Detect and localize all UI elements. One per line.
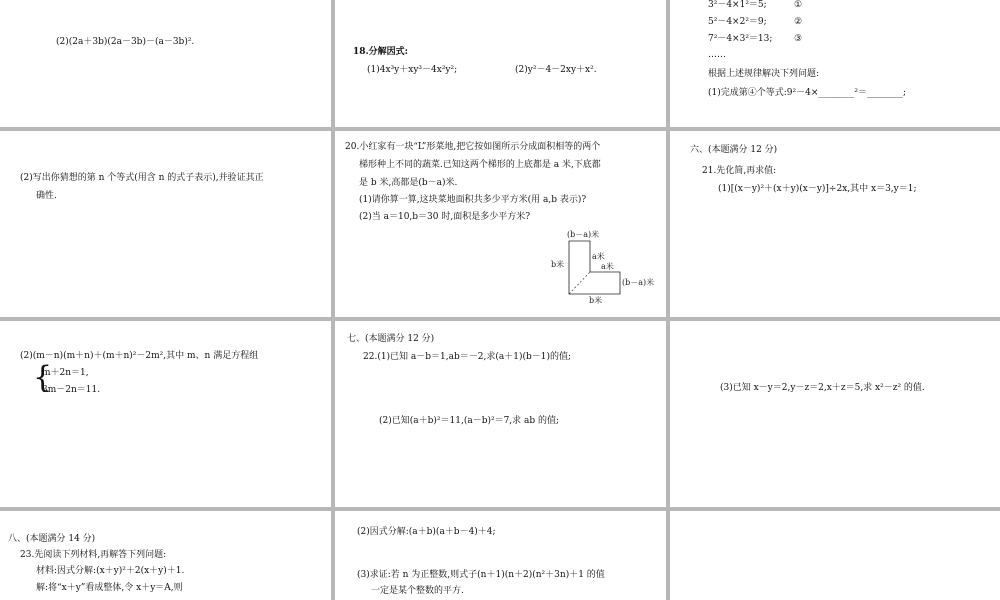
equation-system-brace: { — [33, 360, 53, 395]
panel-q18 — [335, 0, 666, 127]
q19-eq2: 5²－4×2²＝9; — [708, 17, 767, 27]
q19-mark3: ③ — [794, 34, 803, 44]
q23-material1: 材料:因式分解:(x＋y)²＋2(x＋y)＋1. — [36, 566, 185, 576]
section-seven-heading: 七、(本题满分 12 分) — [347, 334, 435, 344]
panel-q22 — [335, 321, 666, 507]
q22-part2: (2)已知(a＋b)²＝11,(a－b)²＝7,求 ab 的值; — [379, 416, 560, 426]
q22-3-text: (3)已知 x－y＝2,y－z＝2,x＋z＝5,求 x²－z² 的值. — [720, 383, 925, 393]
q23-part3-line2: 一定是某个整数的平方. — [371, 586, 464, 596]
q20-line2: 梯形种上不同的蔬菜.已知这两个梯形的上底都是 a 米,下底都 — [359, 160, 601, 170]
q20-part1: (1)请你算一算,这块菜地面积共多少平方米(用 a,b 表示)? — [359, 195, 587, 205]
q19-eq3: 7²－4×3²＝13; — [708, 34, 773, 44]
fig-label-left: b米 — [551, 260, 565, 269]
panel-empty — [670, 511, 1000, 600]
fig-label-right: (b－a)米 — [622, 278, 655, 287]
q23-title: 23.先阅读下列材料,再解答下列问题: — [20, 550, 167, 560]
q21-2-line1: (2)(m－n)(m＋n)＋(m＋n)²－2m²,其中 m、n 满足方程组 — [20, 351, 259, 361]
panel-q19-2 — [0, 131, 331, 317]
fig-label-a2: a米 — [601, 262, 614, 271]
q18-title: 18.分解因式: — [353, 47, 408, 57]
q23-part3-line1: (3)求证:若 n 为正整数,则式子(n＋1)(n＋2)(n²＋3n)＋1 的值 — [357, 570, 605, 580]
fig-label-a1: a米 — [592, 252, 605, 261]
panel-q19 — [670, 0, 1000, 127]
fig-label-top: (b－a)米 — [567, 230, 600, 239]
q19-intro: 根据上述规律解决下列问题: — [708, 69, 820, 79]
q23-part2: (2)因式分解:(a＋b)(a＋b－4)＋4; — [357, 527, 496, 537]
q19-part1: (1)完成第④个等式:9²－4×________²＝________; — [708, 88, 907, 98]
q20-line3: 是 b 米,高都是(b－a)米. — [359, 178, 458, 188]
q18-part1: (1)4x³y＋xy³－4x²y²; — [367, 65, 458, 75]
q19-dots: …… — [708, 50, 726, 60]
q17-2-text: (2)(2a＋3b)(2a－3b)－(a－3b)². — [56, 37, 195, 47]
q21-2-sys1: m＋2n＝1, — [42, 368, 89, 378]
q22-part1: 22.(1)已知 a－b＝1,ab＝－2,求(a＋1)(b－1)的值; — [363, 352, 572, 362]
q20-line1: 20.小红家有一块“L”形菜地,把它按如图所示分成面积相等的两个 — [345, 142, 601, 152]
q23-material2: 解:将“x＋y”看成整体,令 x＋y＝A,则 — [36, 583, 183, 593]
panel-q23 — [0, 511, 331, 600]
panel-q22-3 — [670, 321, 1000, 507]
q20-part2: (2)当 a＝10,b＝30 时,面积是多少平方米? — [359, 212, 531, 222]
q21-2-sys2: 3m－2n＝11. — [42, 385, 101, 395]
panel-q23-2 — [335, 511, 666, 600]
q19-2-line2: 确性. — [36, 191, 57, 201]
fig-label-bottom: b米 — [589, 296, 603, 305]
section-eight-heading: 八、(本题满分 14 分) — [8, 534, 96, 544]
q18-part2: (2)y²－4－2xy＋x². — [515, 65, 597, 75]
panel-q21 — [670, 131, 1000, 317]
section-six-heading: 六、(本题满分 12 分) — [690, 145, 778, 155]
l-shaped-plot-figure — [545, 225, 665, 305]
q19-eq1: 3²－4×1²＝5; — [708, 0, 767, 10]
q19-mark1: ① — [794, 0, 803, 10]
panel-q20 — [335, 131, 666, 317]
q21-part1: (1)[(x－y)²＋(x＋y)(x－y)]÷2x,其中 x＝3,y＝1; — [718, 184, 917, 194]
q21-title: 21.先化简,再求值: — [702, 166, 777, 176]
panel-q17-2 — [0, 0, 331, 127]
q19-mark2: ② — [794, 17, 803, 27]
panel-q21-2 — [0, 321, 331, 507]
q19-2-line1: (2)写出你猜想的第 n 个等式(用含 n 的式子表示),并验证其正 — [20, 173, 264, 183]
